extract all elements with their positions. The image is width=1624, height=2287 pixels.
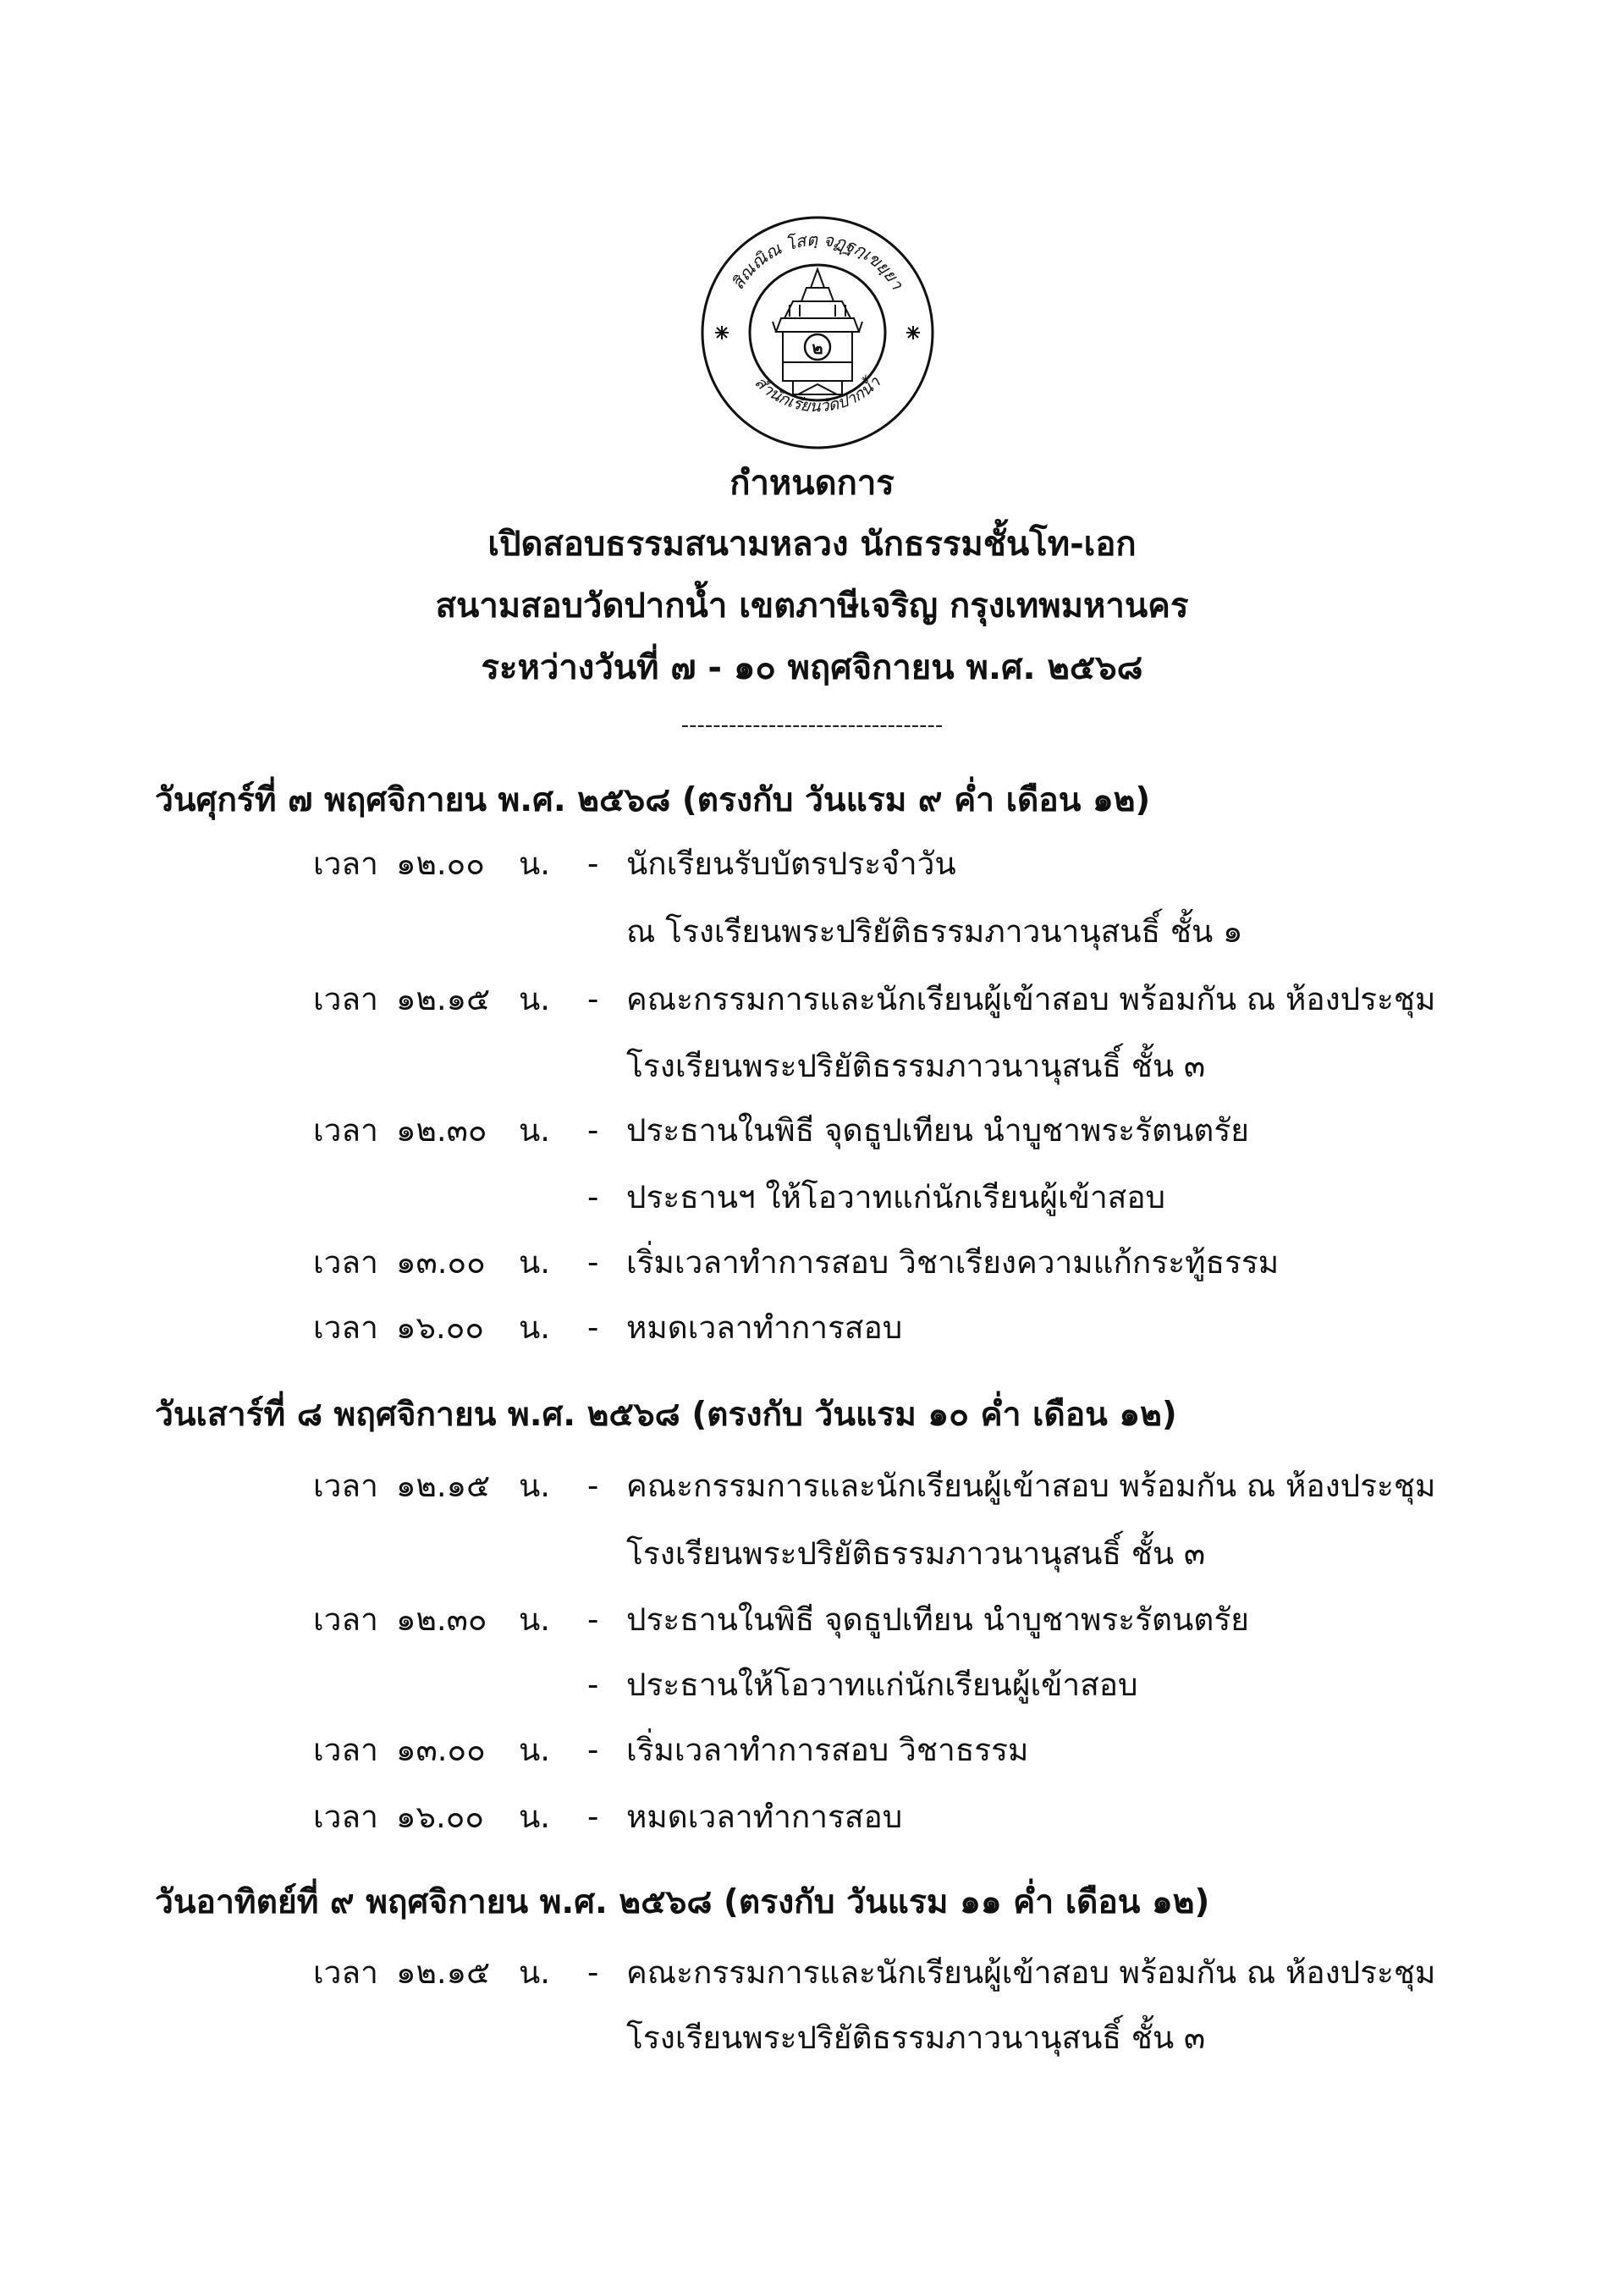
time-label: เวลา <box>313 1244 378 1281</box>
schedule-row <box>0 1948 1624 1998</box>
item-text: หมดเวลาทำการสอบ <box>626 1309 903 1346</box>
day-heading-saturday: วันเสาร์ที่ ๘ พฤศจิกายน พ.ศ. ๒๕๖๘ (ตรงกับ วันแรม ๑๐ ค่ำ เดือน ๑๒) <box>155 1396 1177 1434</box>
item-dash: - <box>587 1244 599 1281</box>
schedule-row <box>0 1041 1624 1092</box>
item-dash: - <box>587 1954 599 1991</box>
time-unit: น. <box>519 1244 551 1281</box>
item-dash: - <box>587 1799 599 1835</box>
item-text: โรงเรียนพระปริยัติธรรมภาวนานุสนธิ์ ชั้น ๓ <box>626 1048 1206 1084</box>
time-value: ๑๓.๐๐ <box>396 1732 486 1768</box>
svg-text:สำนักเรียนวัดปากน้ำ: สำนักเรียนวัดปากน้ำ <box>751 372 884 416</box>
day-heading-sunday: วันอาทิตย์ที่ ๙ พฤศจิกายน พ.ศ. ๒๕๖๘ (ตรงกับ วันแรม ๑๑ ค่ำ เดือน ๑๒) <box>155 1883 1210 1921</box>
time-unit: น. <box>519 1601 551 1638</box>
time-value: ๑๖.๐๐ <box>396 1309 484 1346</box>
schedule-row <box>0 2013 1624 2064</box>
item-dash: - <box>587 1179 599 1215</box>
schedule-row <box>0 1660 1624 1711</box>
item-text: โรงเรียนพระปริยัติธรรมภาวนานุสนธิ์ ชั้น ๓ <box>626 1535 1206 1572</box>
item-text: คณะกรรมการและนักเรียนผู้เข้าสอบ พร้อมกัน ณ ห้องประชุม <box>626 1954 1436 1991</box>
schedule-row <box>0 839 1624 890</box>
item-text: เริ่มเวลาทำการสอบ วิชาธรรม <box>626 1732 1029 1768</box>
item-text: หมดเวลาทำการสอบ <box>626 1799 903 1835</box>
title-line-2: เปิดสอบธรรมสนามหลวง นักธรรมชั้นโท-เอก <box>487 525 1137 564</box>
item-text: เริ่มเวลาทำการสอบ วิชาเรียงความแก้กระทู้ธรรม <box>626 1244 1280 1281</box>
time-value: ๑๒.๑๕ <box>396 1954 491 1991</box>
time-unit: น. <box>519 1112 551 1149</box>
time-unit: น. <box>519 1732 551 1768</box>
item-text: นักเรียนรับบัตรประจำวัน <box>626 846 956 882</box>
schedule-row <box>0 1461 1624 1512</box>
schedule-row <box>0 1303 1624 1353</box>
time-value: ๑๖.๐๐ <box>396 1799 484 1835</box>
time-label: เวลา <box>313 1954 378 1991</box>
time-unit: น. <box>519 1468 551 1504</box>
schedule-row <box>0 1792 1624 1843</box>
time-label: เวลา <box>313 1601 378 1638</box>
item-text: ประธานให้โอวาทแก่นักเรียนผู้เข้าสอบ <box>626 1667 1138 1703</box>
item-text: คณะกรรมการและนักเรียนผู้เข้าสอบ พร้อมกัน ณ ห้องประชุม <box>626 1468 1436 1504</box>
schedule-row <box>0 1105 1624 1156</box>
item-text: ประธานในพิธี จุดธูปเทียน นำบูชาพระรัตนตรัย <box>626 1601 1249 1638</box>
title-line-3: สนามสอบวัดปากน้ำ เขตภาษีเจริญ กรุงเทพมหานคร <box>435 587 1189 625</box>
item-dash: - <box>587 1601 599 1638</box>
schedule-row <box>0 1172 1624 1223</box>
time-value: ๑๒.๓๐ <box>396 1112 487 1149</box>
time-unit: น. <box>519 1954 551 1991</box>
schedule-row <box>0 974 1624 1025</box>
schedule-row <box>0 1237 1624 1288</box>
time-label: เวลา <box>313 1732 378 1768</box>
schedule-row <box>0 907 1624 957</box>
time-value: ๑๒.๑๕ <box>396 981 491 1017</box>
time-label: เวลา <box>313 1309 378 1346</box>
schedule-row <box>0 1595 1624 1645</box>
title-divider: --------------------------------- <box>680 713 944 738</box>
item-text: ณ โรงเรียนพระปริยัติธรรมภาวนานุสนธิ์ ชั้น ๑ <box>626 913 1243 950</box>
item-text: ประธานฯ ให้โอวาทแก่นักเรียนผู้เข้าสอบ <box>626 1179 1166 1215</box>
item-dash: - <box>587 1112 599 1149</box>
time-value: ๑๒.๓๐ <box>396 1601 487 1638</box>
time-label: เวลา <box>313 1112 378 1149</box>
day-heading-friday: วันศุกร์ที่ ๗ พฤศจิกายน พ.ศ. ๒๕๖๘ (ตรงกับ วันแรม ๙ ค่ำ เดือน ๑๒) <box>155 781 1151 819</box>
temple-seal-icon <box>698 213 937 452</box>
svg-text:๒: ๒ <box>812 338 823 358</box>
time-label: เวลา <box>313 981 378 1017</box>
title-line-4: ระหว่างวันที่ ๗ - ๑๐ พฤศจิกายน พ.ศ. ๒๕๖๘ <box>481 648 1143 687</box>
item-dash: - <box>587 846 599 882</box>
time-value: ๑๓.๐๐ <box>396 1244 486 1281</box>
item-dash: - <box>587 1667 599 1703</box>
schedule-row <box>0 1725 1624 1776</box>
time-value: ๑๒.๑๕ <box>396 1468 491 1504</box>
time-label: เวลา <box>313 1468 378 1504</box>
item-text: คณะกรรมการและนักเรียนผู้เข้าสอบ พร้อมกัน ณ ห้องประชุม <box>626 981 1436 1017</box>
item-dash: - <box>587 981 599 1017</box>
title-line-1: กำหนดการ <box>729 464 895 503</box>
schedule-row <box>0 1529 1624 1579</box>
item-dash: - <box>587 1468 599 1504</box>
time-label: เวลา <box>313 846 378 882</box>
time-label: เวลา <box>313 1799 378 1835</box>
item-text: โรงเรียนพระปริยัติธรรมภาวนานุสนธิ์ ชั้น ๓ <box>626 2020 1206 2056</box>
time-unit: น. <box>519 1799 551 1835</box>
svg-text:สิณณิณ โสตฺ จฏฺฐกฺเขยฺยา: สิณณิณ โสตฺ จฏฺฐกฺเขยฺยา <box>727 229 908 294</box>
time-value: ๑๒.๐๐ <box>396 846 485 882</box>
item-dash: - <box>587 1309 599 1346</box>
item-text: ประธานในพิธี จุดธูปเทียน นำบูชาพระรัตนตรัย <box>626 1112 1249 1149</box>
time-unit: น. <box>519 1309 551 1346</box>
time-unit: น. <box>519 981 551 1017</box>
item-dash: - <box>587 1732 599 1768</box>
time-unit: น. <box>519 846 551 882</box>
